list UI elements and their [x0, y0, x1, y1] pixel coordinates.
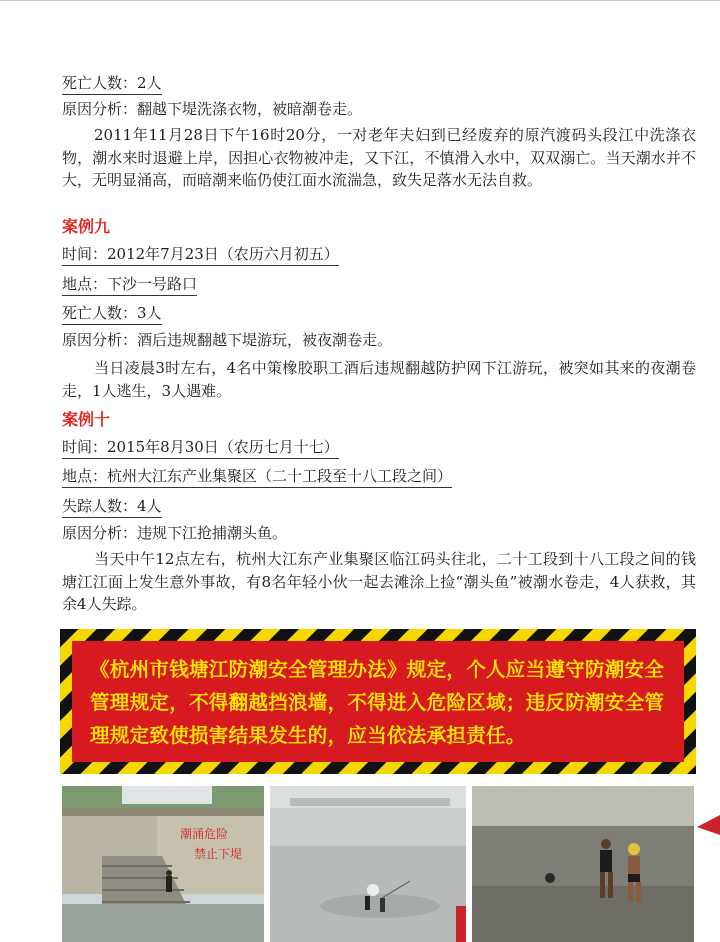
- photo-tidal-flat-fishing: [270, 786, 466, 942]
- case10-story: 当天中午12点左右，杭州大江东产业集聚区临江码头往北，二十工段到十八工段之间的钱塘江江面上发生意外事故，有8名年轻小伙一起去滩涂上捡“潮头鱼”被潮水卷走，4人获救，其余4人失踪。: [62, 550, 696, 613]
- red-corner-mark: [697, 815, 720, 845]
- case9-title: 案例九: [62, 217, 111, 236]
- case10-missing: 失踪人数：4人: [62, 497, 162, 518]
- case10-place: 地点：杭州大江东产业集聚区（二十工段至十八工段之间）: [62, 467, 452, 488]
- case8-deaths: 死亡人数：2人: [62, 74, 162, 95]
- case9-story: 当日凌晨3时左右，4名中策橡胶职工酒后违规翻越防护网下江游玩，被突如其来的夜潮卷走，1人逃生，3人遇难。: [62, 359, 696, 400]
- warning-banner: [60, 629, 696, 774]
- photo-people-in-mud: [472, 786, 694, 942]
- case9-cause: 原因分析：酒后违规翻越下堤游玩，被夜潮卷走。: [62, 331, 393, 349]
- case8-story: 2011年11月28日下午16时20分，一对老年夫妇到已经废弃的原汽渡码头段江中洗涤衣物，潮水来时退避上岸，因担心衣物被冲走，又下江，不慎滑入水中，双双溺亡。当天潮水并不大，无明显涌高，而暗潮来临仍使江面水流湍急，致失足落水无法自救。: [62, 126, 696, 189]
- case9-deaths: 死亡人数：3人: [62, 304, 162, 325]
- svg-text:禁止下堤: 禁止下堤: [194, 847, 243, 861]
- case10-cause: 原因分析：违规下江抢捕潮头鱼。: [62, 524, 288, 542]
- page-top-rule: [0, 0, 720, 1]
- banner-red-panel: [72, 641, 684, 762]
- case9-place: 地点：下沙一号路口: [62, 275, 197, 296]
- case10-title: 案例十: [62, 410, 111, 429]
- wall-warning-sign: 潮涌危险: [180, 827, 229, 841]
- regulation-notice: 《杭州市钱塘江防潮安全管理办法》规定，个人应当遵守防潮安全管理规定，不得翻越挡浪墙，不得进入危险区域；违反防潮安全管理规定致使损害结果发生的，应当依法承担责任。: [90, 658, 665, 747]
- case8-cause: 原因分析：翻越下堤洗涤衣物，被暗潮卷走。: [62, 100, 363, 118]
- photo-river-wall: [62, 786, 264, 942]
- case9-time: 时间：2012年7月23日（农历六月初五）: [62, 245, 339, 266]
- case10-time: 时间：2015年8月30日（农历七月十七）: [62, 438, 339, 459]
